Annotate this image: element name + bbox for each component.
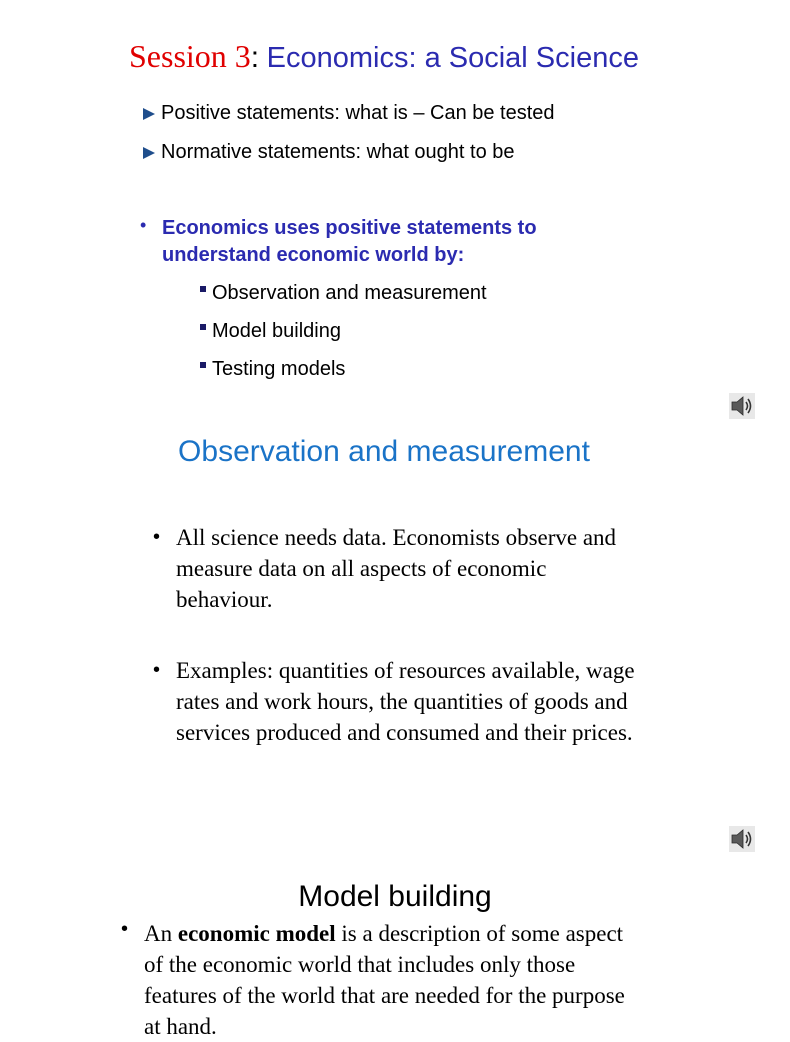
bullet-dot: • (153, 526, 161, 548)
model-heading: Model building (298, 880, 492, 913)
observation-bullets-2 (150, 655, 640, 748)
model-text-post: is a description of some aspect of the economic world that includes only those features of the world that are needed for the purpose at hand. (144, 921, 625, 1039)
model-text (144, 918, 638, 1042)
observation-text: All science needs data. Economists observe and measure data on all aspects of economic behaviour. (176, 525, 617, 612)
session-label: Session 3 (129, 38, 251, 74)
statements-list (143, 100, 555, 178)
observation-bullets-1 (150, 522, 640, 615)
method-text: Observation and measurement (212, 282, 487, 304)
methods-list (198, 280, 487, 394)
list-item (143, 100, 555, 127)
triangle-bullet-icon (143, 147, 155, 159)
method-text: Model building (212, 320, 341, 342)
list-item (198, 318, 487, 345)
square-bullet-icon (200, 286, 206, 292)
page-title (0, 36, 768, 78)
list-item (143, 139, 555, 166)
square-bullet-icon (200, 324, 206, 330)
model-term: economic model (177, 921, 336, 946)
square-bullet-icon (200, 362, 206, 368)
title-colon: : (250, 41, 260, 74)
uses-text: Economics uses positive statements to understand economic world by: (162, 217, 537, 266)
title-main: Economics: a Social Science (266, 42, 639, 74)
bullet-dot: • (140, 215, 147, 235)
observation-heading: Observation and measurement (178, 435, 590, 468)
model-definition (118, 918, 638, 1042)
speaker-icon[interactable] (729, 826, 755, 852)
list-item (198, 280, 487, 307)
list-item (150, 522, 640, 615)
method-text: Testing models (212, 358, 346, 380)
bullet-dot: • (153, 659, 161, 681)
list-item (198, 356, 487, 383)
statement-text: Positive statements: what is – Can be tested (161, 102, 555, 124)
triangle-bullet-icon (143, 108, 155, 120)
speaker-icon[interactable] (729, 393, 755, 419)
observation-text: Examples: quantities of resources available, wage rates and work hours, the quantities of goods and services produced and consumed and their prices. (176, 658, 635, 745)
list-item (150, 655, 640, 748)
uses-statement (140, 215, 620, 269)
model-text-pre: An (144, 921, 178, 946)
statement-text: Normative statements: what ought to be (161, 141, 515, 163)
bullet-dot: • (121, 918, 129, 940)
